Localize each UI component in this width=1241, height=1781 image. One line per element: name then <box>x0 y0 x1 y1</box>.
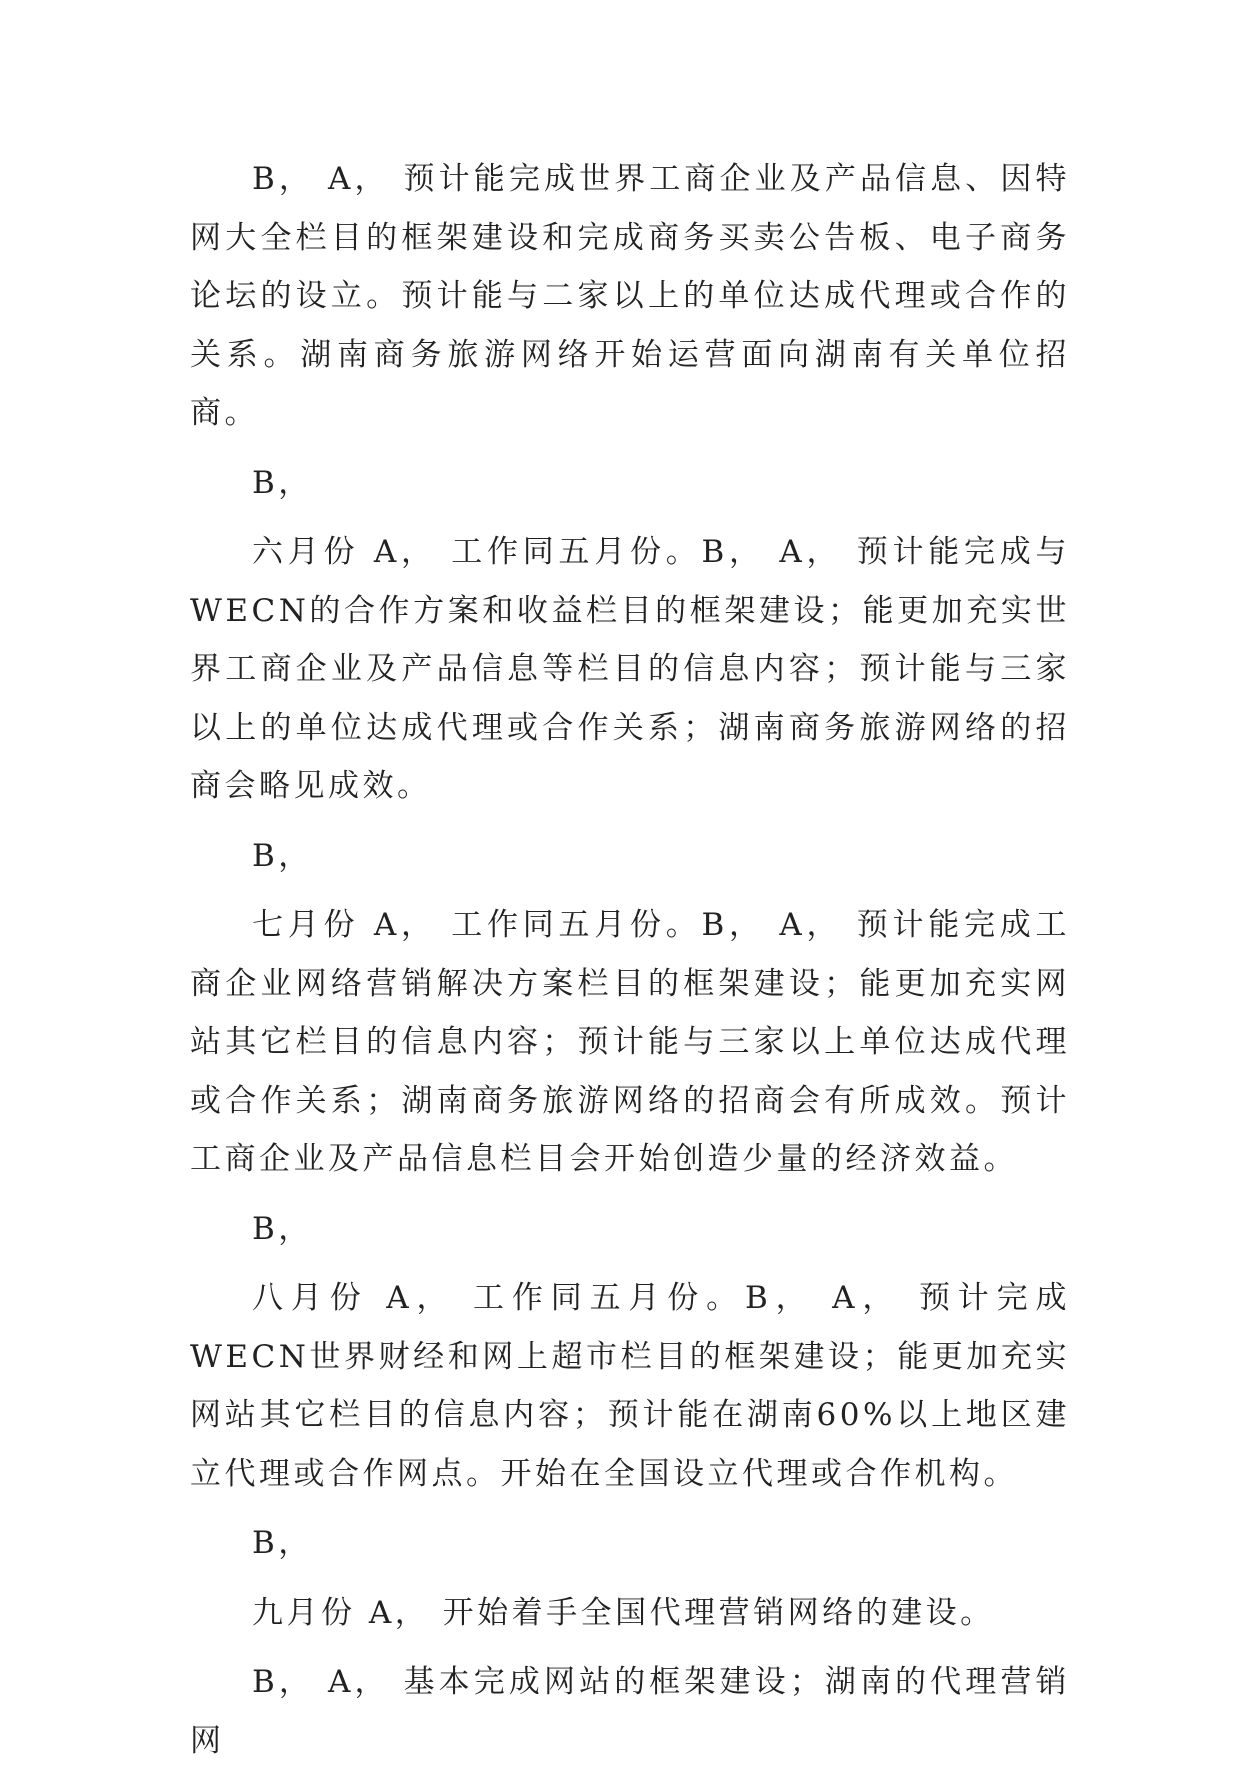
paragraph-september: 九月份 A， 开始着手全国代理营销网络的建设。 <box>252 1594 995 1631</box>
paragraph-b-marker: B， <box>252 1210 313 1247</box>
paragraph-b-marker: B， <box>252 1525 313 1561</box>
paragraph-b-marker: B， <box>252 464 313 501</box>
document-body <box>190 150 1070 1781</box>
paragraph-august: 八月份 A， 工作同五月份。B， A， 预计完成WECN世界财经和网上超市栏目的框架建设；能更加充实网站其它栏目的信息内容；预计能在湖南60%以上地区建立代理或合作网点。开始在全国设立代理或合作机构。 <box>190 1280 1070 1492</box>
paragraph-june: 六月份 A， 工作同五月份。B， A， 预计能完成与WECN的合作方案和收益栏目的框架建设；能更加充实世界工商企业及产品信息等栏目的信息内容；预计能与三家以上的单位达成代理或合作关系；湖南商务旅游网络的招商会略见成效。 <box>190 534 1070 804</box>
paragraph-may-forecast: B， A， 预计能完成世界工商企业及产品信息、因特网大全栏目的框架建设和完成商务买卖公告板、电子商务论坛的设立。预计能与二家以上的单位达成代理或合作的关系。湖南商务旅游网络开始运营面向湖南有关单位招商。 <box>190 161 1070 431</box>
paragraph-july: 七月份 A， 工作同五月份。B， A， 预计能完成工商企业网络营销解决方案栏目的框架建设；能更加充实网站其它栏目的信息内容；预计能与三家以上单位达成代理或合作关系；湖南商务旅游网络的招商会有所成效。预计工商企业及产品信息栏目会开始创造少量的经济效益。 <box>190 907 1070 1177</box>
paragraph-september-b: B， A， 基本完成网站的框架建设；湖南的代理营销网 <box>190 1664 1070 1759</box>
paragraph-b-marker: B， <box>252 837 313 874</box>
